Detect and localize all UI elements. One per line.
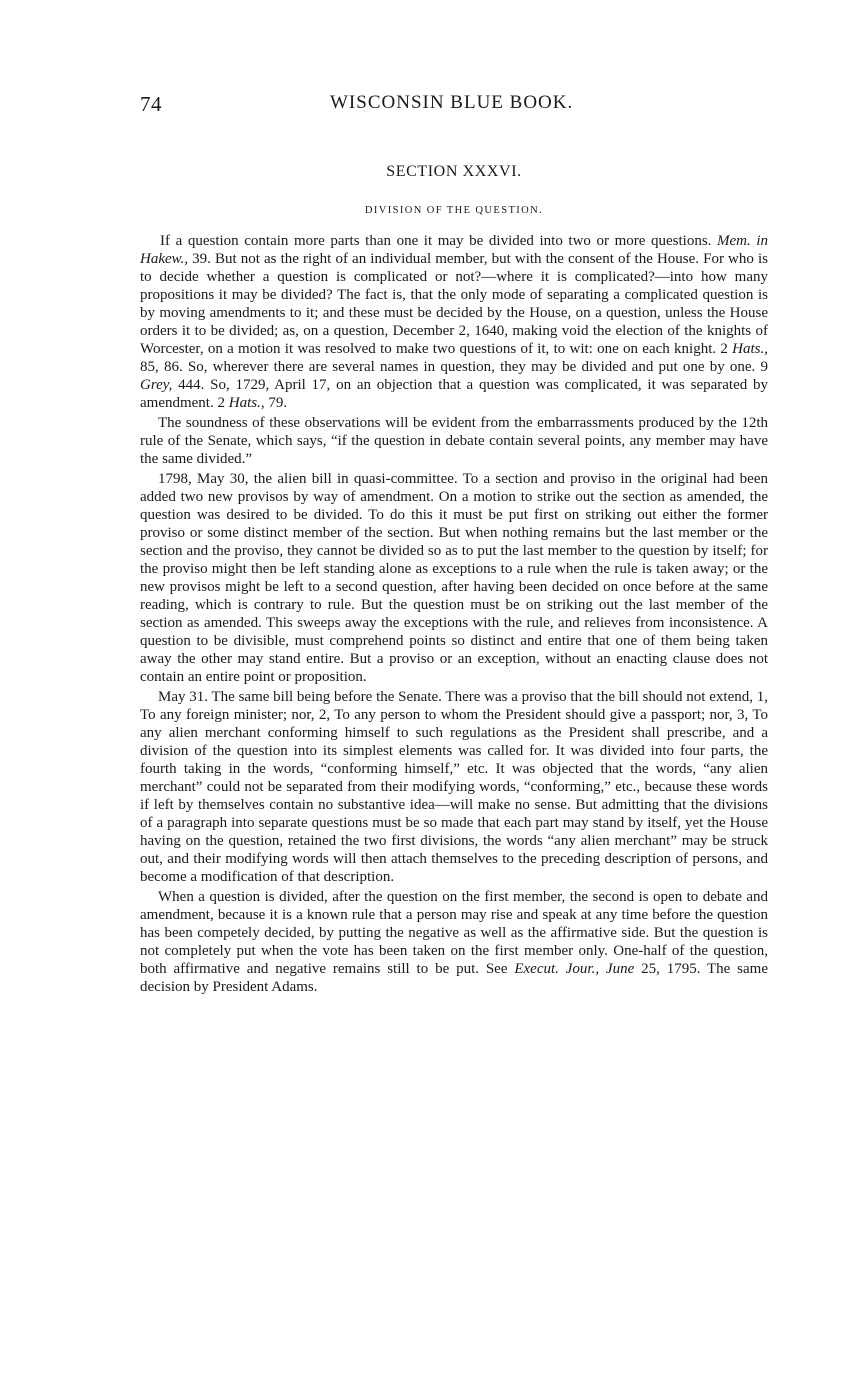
text-run: 25, 1795. The same decision by President Adams. [140,961,769,995]
section-title: SECTION XXXVI. [386,163,522,180]
citation-italic: Execut. Jour., June [514,961,635,977]
text-run: 39. But not as the right of an individual member, but with the consent of the House. For who is to decide whether a question is complicated or not?—where it is complicated?—into how many propositions it may be divided? The fact is, that the only mode of separating a complicated question is by moving amendments to it; and these must be decided by the House, on a question, unless the House orders it to be divided; as, on a question, December 2, 1640, making void the election of the knights of Worcester, on a motion it was resolved to make two questions of it, to wit: one on each knight. 2 [140,251,768,357]
page-number: 74 [140,92,162,116]
text-run: When a question is divided, after the question on the first member, the second is open to debate and amendment, because it is a known rule that a person may rise and speak at any time before the question has been competely decided, by putting the negative as well as the affirmative side. But the question is not completely put when the vote has been taken on the first member only. One-half of the question, both affirmative and negative remains still to be put. See [140,889,768,977]
citation-italic: Mem. in Hakew., [140,233,769,267]
running-title: WISCONSIN BLUE BOOK. [330,92,574,113]
text-run: 85, 86. So, wherever there are several names in question, they may be divided and put one by one. 9 [140,359,768,375]
paragraph-4: May 31. The same bill being before the Senate. There was a proviso that the bill should not extend, 1, To any foreign minister; nor, 2, To any person to whom the President should give a passport; nor, 3, To any alien merchant conforming himself to such regulations as the President shall prescribe, and a division of the question into its simplest elements was called for. It was divided into four parts, the fourth taking in the words, “conforming himself,” etc. It was objected that the words, “any alien merchant” could not be separated from their modifying words, “conforming,” etc., because these words if left by themselves contain no substantive idea—will make no sense. But admitting that the divisions of a paragraph into separate questions must be so made that each part may stand by itself, yet the House having on the question, retained the two first divisions, the words “any alien merchant” may be struck out, and their modifying words will then attach themselves to the preceding description of persons, and become a modification of that description. [140,689,768,885]
paragraph-5 [140,888,768,996]
body-text [140,232,768,998]
citation-italic: Hats., [732,341,768,357]
section-subtitle: DIVISION OF THE QUESTION. [364,205,544,216]
running-head [140,92,768,116]
text-run: If a question contain more parts than one it may be divided into two or more questions. [160,233,718,249]
citation-italic: Hats., [228,395,265,411]
paragraph-3: 1798, May 30, the alien bill in quasi-committee. To a section and proviso in the original had been added two new provisos by way of amendment. On a motion to strike out the section as amended, the question was desired to be divided. To do this it must be put first on striking out either the former proviso or some distinct member of the section. But when nothing remains but the last member or the section and the proviso, they cannot be divided so as to put the last member to the question by itself; for the proviso might then be left standing alone as exceptions to a rule when the rule is taken away; or the new provisos might be left to a second question, after having been decided on once before at the same reading, which is contrary to rule. But the question must be on striking out the last member of the section as amended. This sweeps away the exceptions with the rule, and relieves from inconsistence. A question to be divisible, must comprehend points so distinct and entire that one of them being taken away the other may stand entire. But a proviso or an exception, without an enacting clause does not contain an entire point or proposition. [140,471,768,685]
text-run: 79. [264,395,288,411]
text-run: 444. So, 1729, April 17, on an objection that a question was complicated, it was separated by amendment. 2 [140,377,768,411]
paragraph-1 [140,232,768,412]
paragraph-2: The soundness of these observations will be evident from the embarrassments produced by the 12th rule of the Senate, which says, “if the question in debate contain several points, any member may have the same divided.” [140,415,768,467]
citation-italic: Grey, [140,377,173,393]
